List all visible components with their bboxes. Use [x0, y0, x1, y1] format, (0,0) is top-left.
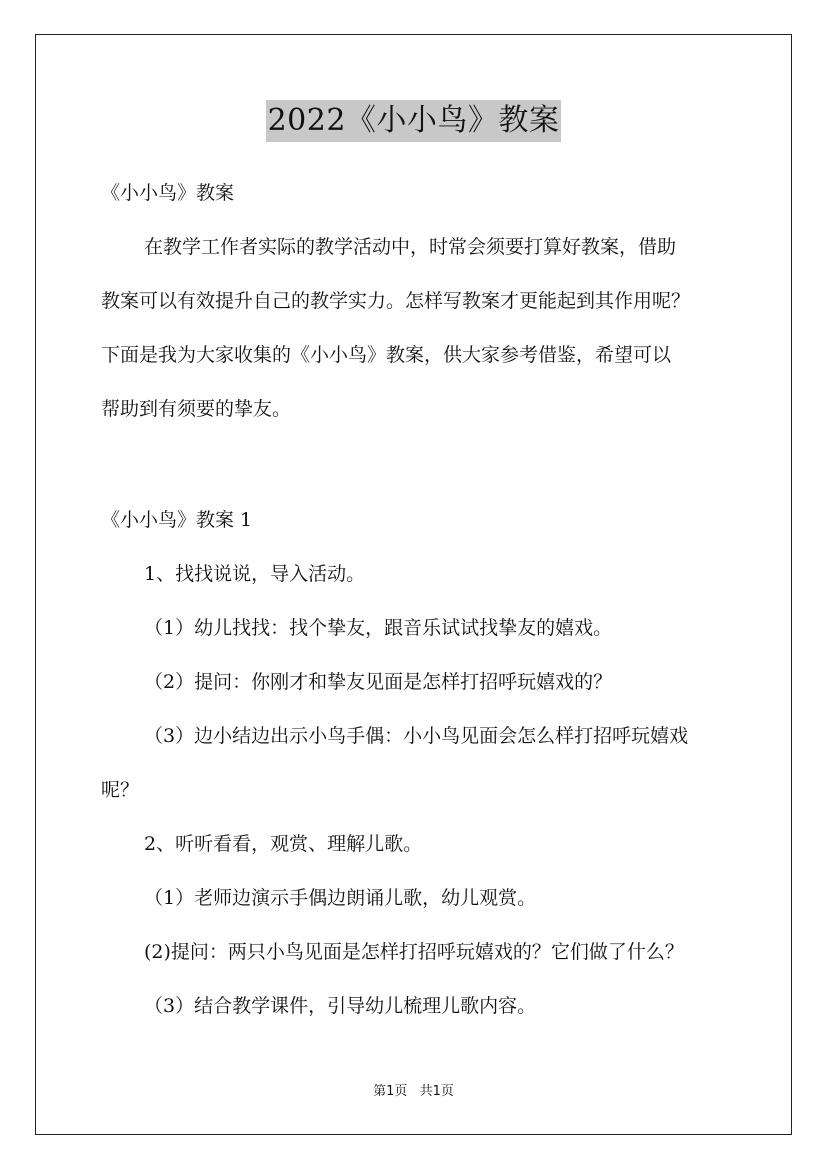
intro-line-2: 教案可以有效提升自己的教学实力。怎样写教案才更能起到其作用呢？ — [101, 290, 691, 312]
step-line-5: 呢？ — [101, 779, 140, 801]
section-heading: 《小小鸟》教案 1 — [101, 509, 253, 531]
title-container — [0, 100, 827, 142]
page-footer — [0, 1083, 827, 1101]
page-number-total: 共1页 — [419, 1084, 454, 1099]
intro-line-4: 帮助到有须要的挚友。 — [101, 398, 292, 420]
document-subtitle: 《小小鸟》教案 — [101, 182, 235, 204]
step-line-8: (2)提问：两只小鸟见面是怎样打招呼玩嬉戏的？它们做了什么？ — [144, 941, 684, 963]
page-number-current: 第1页 — [373, 1084, 408, 1099]
step-line-2: （1）幼儿找找：找个挚友，跟音乐试试找挚友的嬉戏。 — [144, 617, 613, 639]
step-line-7: （1）老师边演示手偶边朗诵儿歌，幼儿观赏。 — [144, 887, 537, 909]
intro-line-1: 在教学工作者实际的教学活动中，时常会须要打算好教案，借助 — [144, 236, 677, 258]
step-line-1: 1、找找说说，导入活动。 — [144, 563, 366, 585]
step-line-4: （3）边小结边出示小鸟手偶：小小鸟见面会怎么样打招呼玩嬉戏 — [144, 725, 689, 747]
document-title: 2022《小小鸟》教案 — [266, 100, 562, 142]
step-line-3: （2）提问：你刚才和挚友见面是怎样打招呼玩嬉戏的？ — [144, 671, 613, 693]
step-line-6: 2、听听看看，观赏、理解儿歌。 — [144, 833, 423, 855]
intro-line-3: 下面是我为大家收集的《小小鸟》教案，供大家参考借鉴，希望可以 — [101, 344, 672, 366]
step-line-9: （3）结合教学课件，引导幼儿梳理儿歌内容。 — [144, 995, 537, 1017]
